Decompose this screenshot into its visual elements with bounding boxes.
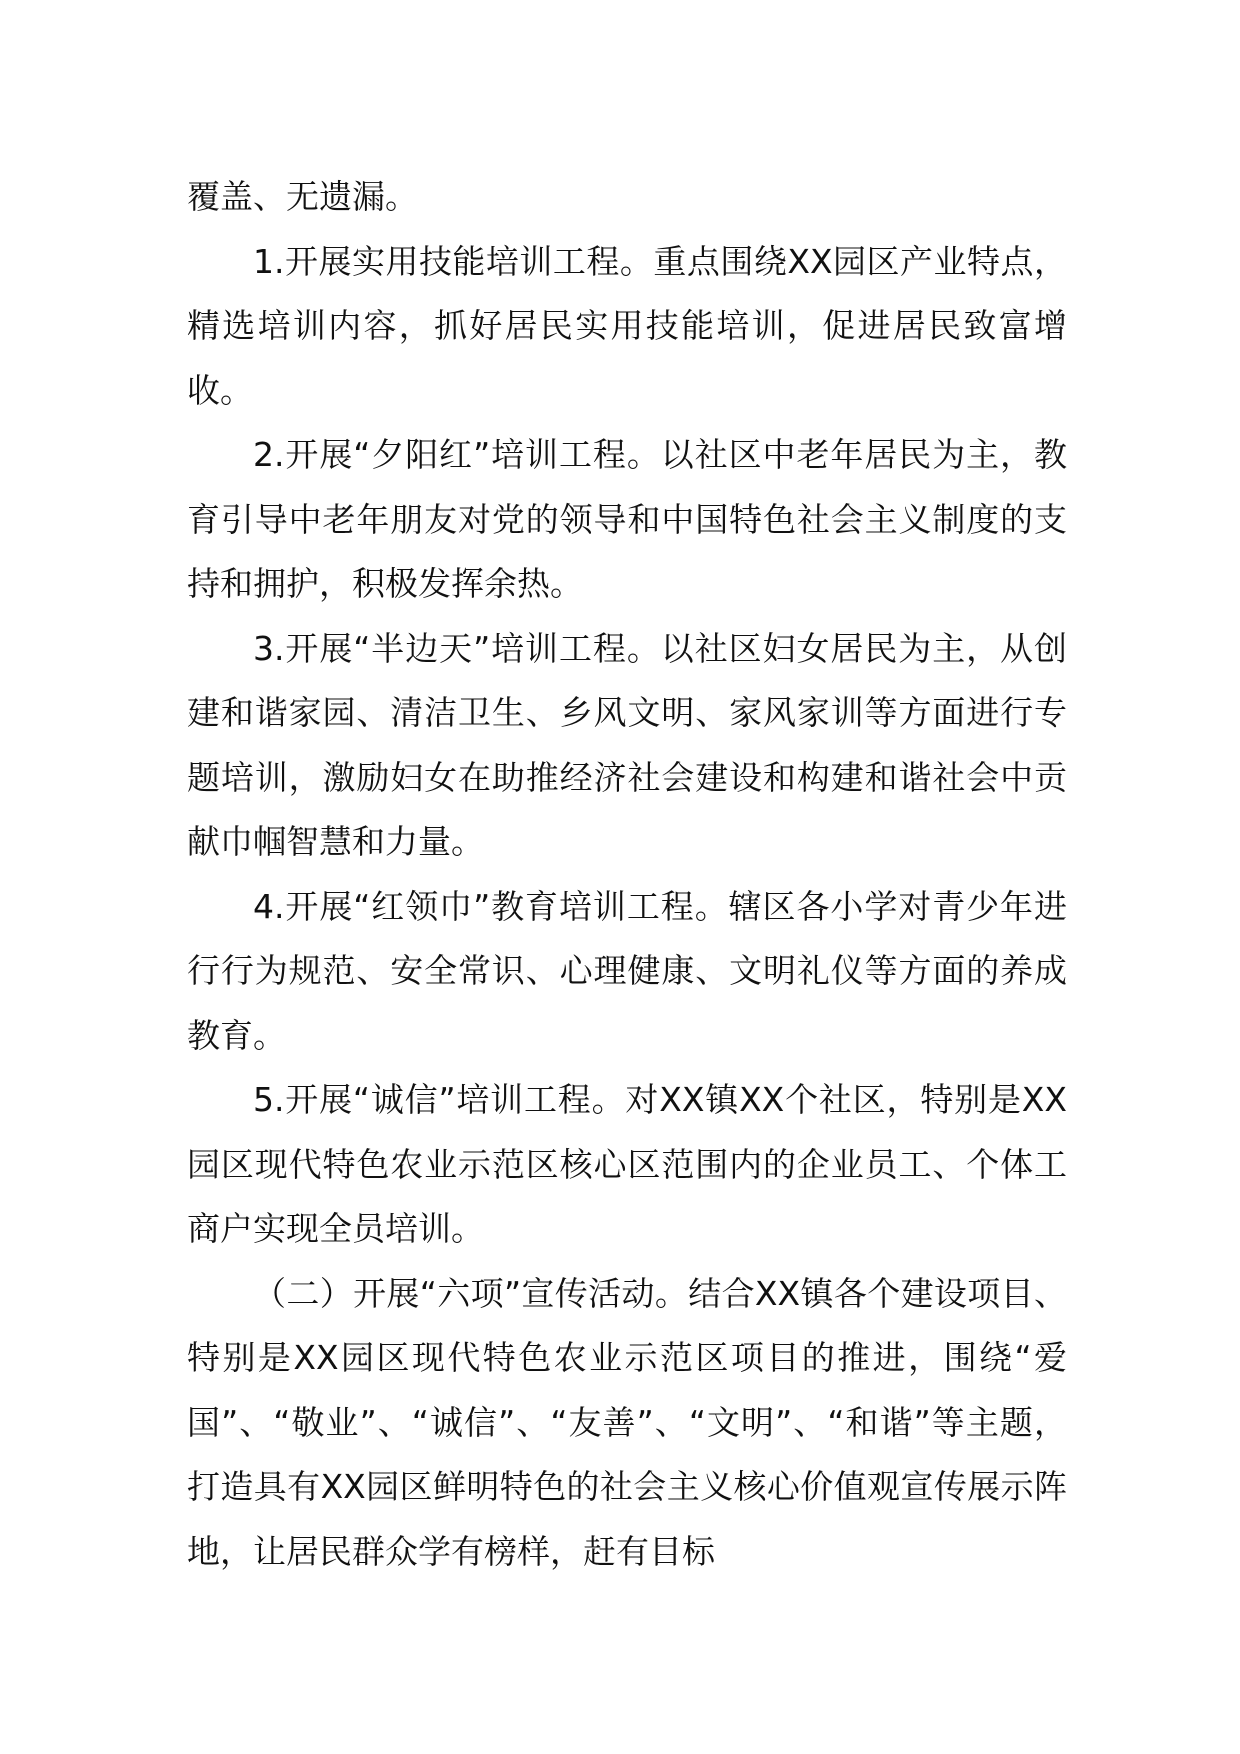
paragraph-item-2: 2.开展“夕阳红”培训工程。以社区中老年居民为主，教育引导中老年朋友对党的领导和中国特色社会主义制度的支持和拥护，积极发挥余热。 [187,435,1067,603]
paragraph-item-1: 1.开展实用技能培训工程。重点围绕XX园区产业特点，精选培训内容，抓好居民实用技能培训，促进居民致富增收。 [187,241,1067,410]
paragraph-item-4: 4.开展“红领巾”教育培训工程。辖区各小学对青少年进行行为规范、安全常识、心理健康、文明礼仪等方面的养成教育。 [187,886,1067,1055]
paragraph-continuation: 覆盖、无遗漏。 [187,177,418,216]
document-body [187,165,1067,1584]
paragraph-section-2: （二）开展“六项”宣传活动。结合XX镇各个建设项目、特别是XX园区现代特色农业示范区项目的推进，围绕“爱国”、“敬业”、“诚信”、“友善”、“文明”、“和谐”等主题，打造具有XX园区鲜明特色的社会主义核心价值观宣传展示阵地，让居民群众学有榜样，赶有目标 [187,1273,1067,1571]
paragraph-item-3: 3.开展“半边天”培训工程。以社区妇女居民为主，从创建和谐家园、清洁卫生、乡风文明、家风家训等方面进行专题培训，激励妇女在助推经济社会建设和构建和谐社会中贡献巾帼智慧和力量。 [187,628,1067,861]
paragraph-item-5: 5.开展“诚信”培训工程。对XX镇XX个社区，特别是XX园区现代特色农业示范区核心区范围内的企业员工、个体工商户实现全员培训。 [187,1080,1067,1248]
